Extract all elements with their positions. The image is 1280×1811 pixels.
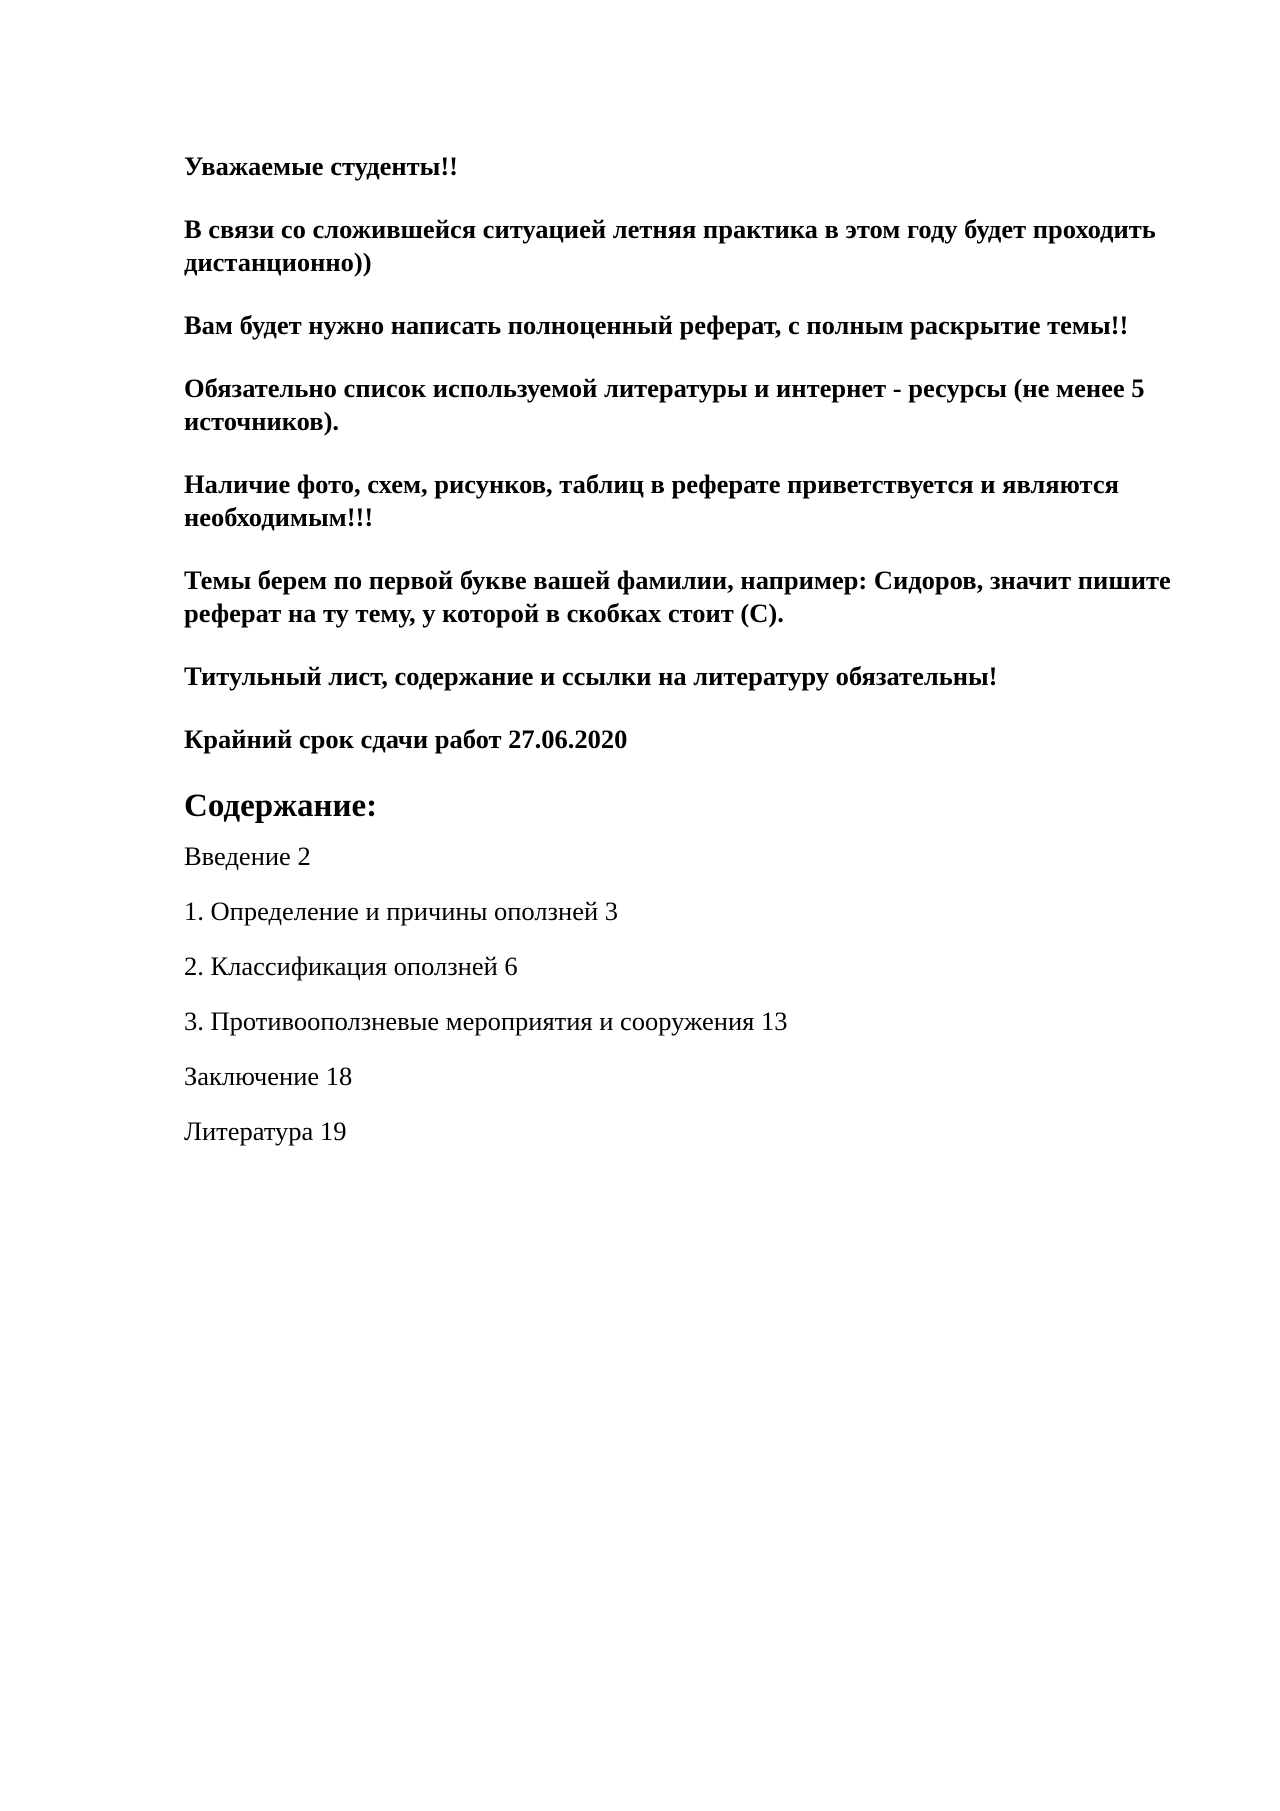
- notice-greeting: Уважаемые студенты!!: [184, 151, 458, 181]
- toc-item-definition: 1. Определение и причины оползней 3: [184, 896, 619, 926]
- notice-deadline: Крайний срок сдачи работ 27.06.2020: [184, 724, 628, 754]
- notice-mandatory-parts: Титульный лист, содержание и ссылки на литературу обязательны!: [184, 661, 998, 691]
- toc-item-measures: 3. Противооползневые мероприятия и сооружения 13: [184, 1006, 788, 1036]
- toc-item-literature: Литература 19: [184, 1116, 347, 1146]
- document-body: [184, 150, 1174, 1170]
- notice-illustrations: Наличие фото, схем, рисунков, таблиц в реферате приветствуется и являются необходимым!!!: [184, 469, 1119, 532]
- toc-list: [184, 840, 1174, 1148]
- notice-topic-selection: Темы берем по первой букве вашей фамилии, например: Сидоров, значит пишите реферат на ту тему, у которой в скобках стоит (С).: [184, 565, 1171, 628]
- toc-item-introduction: Введение 2: [184, 841, 311, 871]
- notice-essay-requirement: Вам будет нужно написать полноценный реферат, с полным раскрытие темы!!: [184, 310, 1129, 340]
- notice-sources-requirement: Обязательно список используемой литературы и интернет - ресурсы (не менее 5 источников).: [184, 373, 1145, 436]
- notice-remote-practice: В связи со сложившейся ситуацией летняя практика в этом году будет проходить дистанционно)): [184, 214, 1156, 277]
- toc-item-classification: 2. Классификация оползней 6: [184, 951, 518, 981]
- toc-heading: Содержание:: [184, 788, 378, 824]
- toc-item-conclusion: Заключение 18: [184, 1061, 353, 1091]
